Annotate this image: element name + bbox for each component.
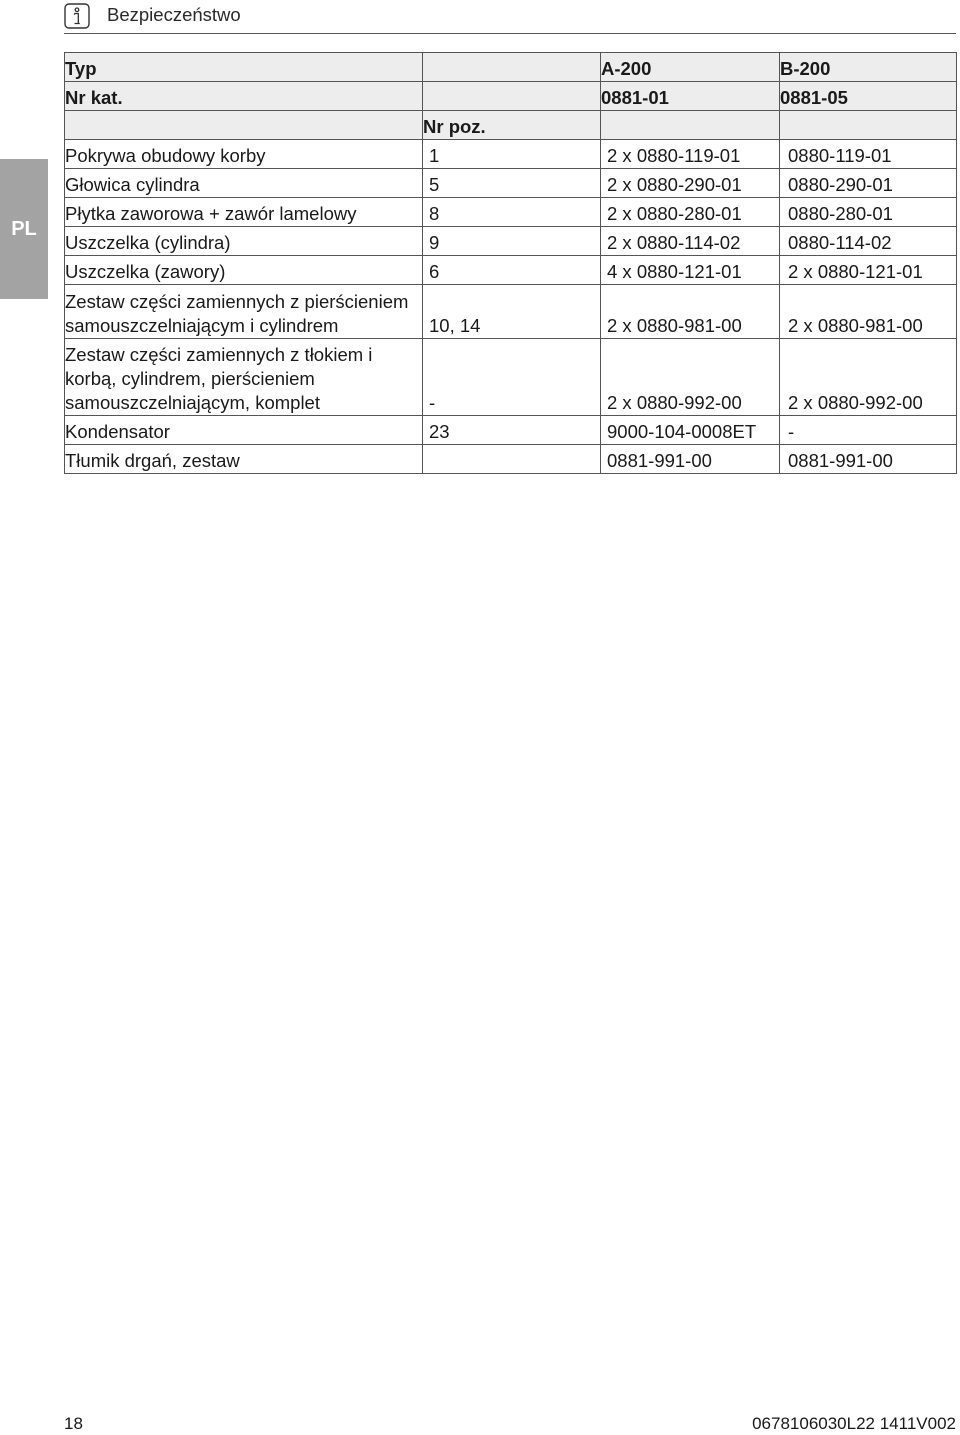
table-row [65,416,957,445]
part-name: Pokrywa obudowy korby [65,140,423,169]
table-row [65,285,957,339]
section-title: Bezpieczeństwo [107,4,241,25]
part-position: - [423,339,601,416]
part-number-a: 2 x 0880-114-02 [601,227,780,256]
part-number-b: 2 x 0880-121-01 [780,256,957,285]
part-name: Głowica cylindra [65,169,423,198]
position-header: Nr poz. [423,111,601,140]
part-number-a: 4 x 0880-121-01 [601,256,780,285]
part-position: 6 [423,256,601,285]
part-number-a: 9000-104-0008ET [601,416,780,445]
language-tab-label: PL [11,218,37,240]
empty-cell [423,82,601,111]
part-position: 23 [423,416,601,445]
page-header [64,2,956,34]
part-number-a: 0881-991-00 [601,445,780,474]
part-number-a: 2 x 0880-992-00 [601,339,780,416]
part-number-b: 0880-290-01 [780,169,957,198]
type-row [65,53,957,82]
catalog-label: Nr kat. [65,82,423,111]
part-position [423,445,601,474]
catalog-a: 0881-01 [601,82,780,111]
part-number-a: 2 x 0880-290-01 [601,169,780,198]
part-name: Zestaw części zamiennych z tłokiem i korbą, cylindrem, pierścieniem samouszczelniającym, komplet [65,339,423,416]
table-row [65,339,957,416]
part-position: 9 [423,227,601,256]
table-row [65,256,957,285]
table-row [65,169,957,198]
part-number-b: 0881-991-00 [780,445,957,474]
part-number-a: 2 x 0880-119-01 [601,140,780,169]
part-number-b: 0880-119-01 [780,140,957,169]
catalog-b: 0881-05 [780,82,957,111]
part-number-a: 2 x 0880-981-00 [601,285,780,339]
catalog-row [65,82,957,111]
part-name: Uszczelka (cylindra) [65,227,423,256]
type-a: A-200 [601,53,780,82]
part-number-a: 2 x 0880-280-01 [601,198,780,227]
header-divider [64,33,956,34]
document-code: 0678106030L22 1411V002 [752,1414,956,1433]
part-name: Płytka zaworowa + zawór lamelowy [65,198,423,227]
part-name: Tłumik drgań, zestaw [65,445,423,474]
type-label: Typ [65,53,423,82]
part-number-b: 2 x 0880-981-00 [780,285,957,339]
position-header-row [65,111,957,140]
part-number-b: 0880-280-01 [780,198,957,227]
info-icon [64,3,90,29]
empty-cell [601,111,780,140]
empty-cell [65,111,423,140]
table-row [65,198,957,227]
part-position: 1 [423,140,601,169]
spare-parts-table [64,52,957,474]
table-row [65,140,957,169]
part-number-b: 2 x 0880-992-00 [780,339,957,416]
part-number-b: 0880-114-02 [780,227,957,256]
part-name: Zestaw części zamiennych z pierścieniem samouszczelniającym i cylindrem [65,285,423,339]
part-number-b: - [780,416,957,445]
language-tab [0,159,48,299]
table-row [65,227,957,256]
part-name: Uszczelka (zawory) [65,256,423,285]
type-b: B-200 [780,53,957,82]
part-position: 5 [423,169,601,198]
table-row [65,445,957,474]
part-name: Kondensator [65,416,423,445]
part-position: 10, 14 [423,285,601,339]
empty-cell [780,111,957,140]
page-number: 18 [64,1414,83,1433]
empty-cell [423,53,601,82]
part-position: 8 [423,198,601,227]
